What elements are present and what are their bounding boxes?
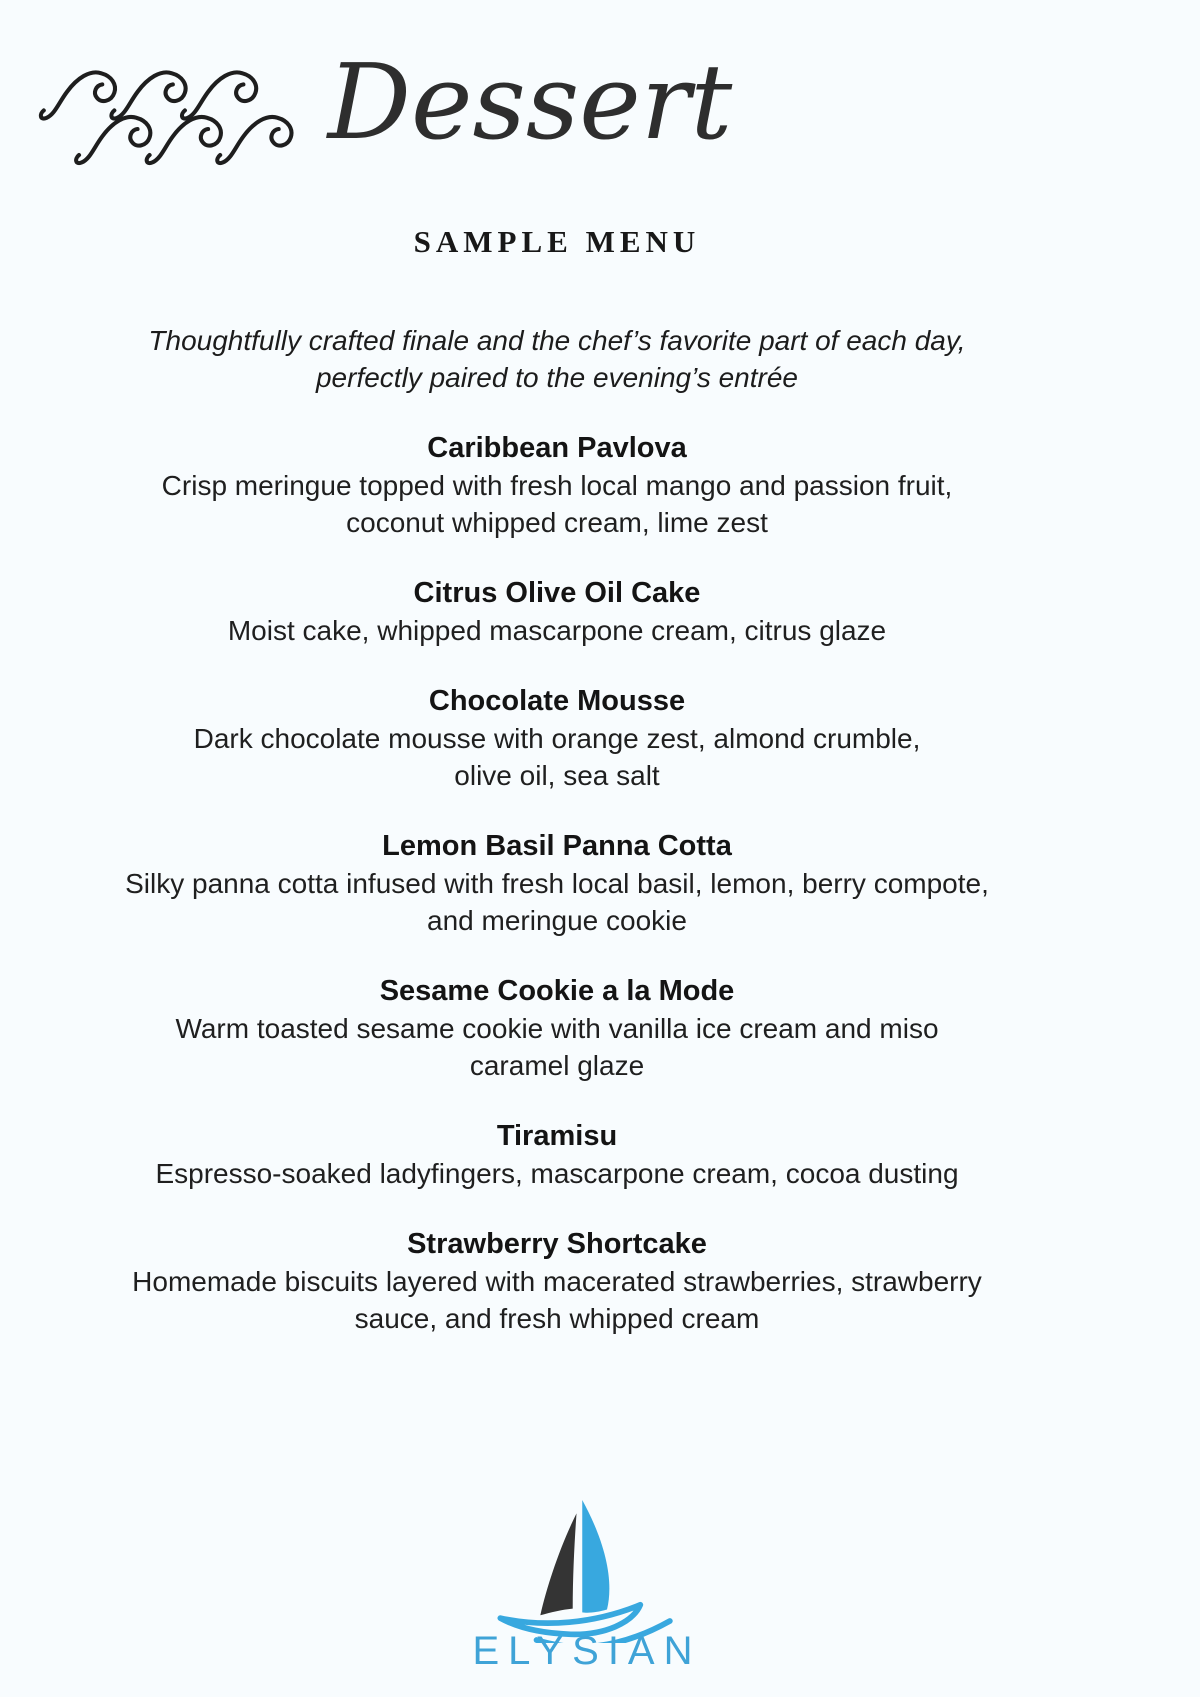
waves-icon <box>38 64 303 168</box>
menu-item-tiramisu <box>0 1118 1114 1192</box>
menu-item-lemon-basil-panna-cotta <box>0 828 1114 939</box>
menu-item-desc-line: Warm toasted sesame cookie with vanilla ice cream and miso <box>175 1013 939 1044</box>
menu-item-desc-line: Crisp meringue topped with fresh local mango and passion fruit, <box>161 470 953 501</box>
menu-item-desc-line: Homemade biscuits layered with macerated strawberries, strawberry <box>132 1266 982 1297</box>
menu-item-desc-line: Moist cake, whipped mascarpone cream, citrus glaze <box>227 615 887 646</box>
menu-item-desc-line: Silky panna cotta infused with fresh local basil, lemon, berry compote, <box>125 868 989 899</box>
intro-text <box>0 322 1114 396</box>
dessert-script-title: Dessert <box>327 41 733 163</box>
brand-name: ELYSIAN <box>472 1629 702 1673</box>
menu-item-name: Strawberry Shortcake <box>407 1228 707 1260</box>
menu-item-sesame-cookie-a-la-mode <box>0 973 1114 1084</box>
menu-item-citrus-olive-oil-cake <box>0 575 1114 649</box>
menu-item-desc-line: sauce, and fresh whipped cream <box>354 1303 760 1334</box>
intro-line: perfectly paired to the evening’s entrée <box>315 362 798 393</box>
menu-item-desc-line: Espresso-soaked ladyfingers, mascarpone cream, cocoa dusting <box>155 1158 959 1189</box>
menu-item-desc-line: and meringue cookie <box>427 905 687 936</box>
sailboat-icon <box>487 1498 687 1643</box>
menu-item-caribbean-pavlova <box>0 430 1114 541</box>
menu-item-strawberry-shortcake <box>0 1226 1114 1337</box>
menu-content <box>0 322 1114 1371</box>
menu-item-name: Chocolate Mousse <box>428 685 686 717</box>
brand-logo <box>472 1498 702 1674</box>
menu-item-name: Caribbean Pavlova <box>427 432 687 464</box>
sample-menu-heading: SAMPLE MENU <box>413 224 701 259</box>
menu-item-desc-line: olive oil, sea salt <box>454 760 660 791</box>
menu-item-name: Sesame Cookie a la Mode <box>379 975 735 1007</box>
menu-item-name: Lemon Basil Panna Cotta <box>382 830 732 862</box>
menu-item-name: Tiramisu <box>496 1120 618 1152</box>
menu-item-desc-line: caramel glaze <box>469 1050 645 1081</box>
intro-line: Thoughtfully crafted finale and the chef’s favorite part of each day, <box>148 325 966 356</box>
menu-item-chocolate-mousse <box>0 683 1114 794</box>
menu-item-desc-line: coconut whipped cream, lime zest <box>346 507 768 538</box>
menu-item-name: Citrus Olive Oil Cake <box>413 577 701 609</box>
menu-item-desc-line: Dark chocolate mousse with orange zest, almond crumble, <box>193 723 921 754</box>
